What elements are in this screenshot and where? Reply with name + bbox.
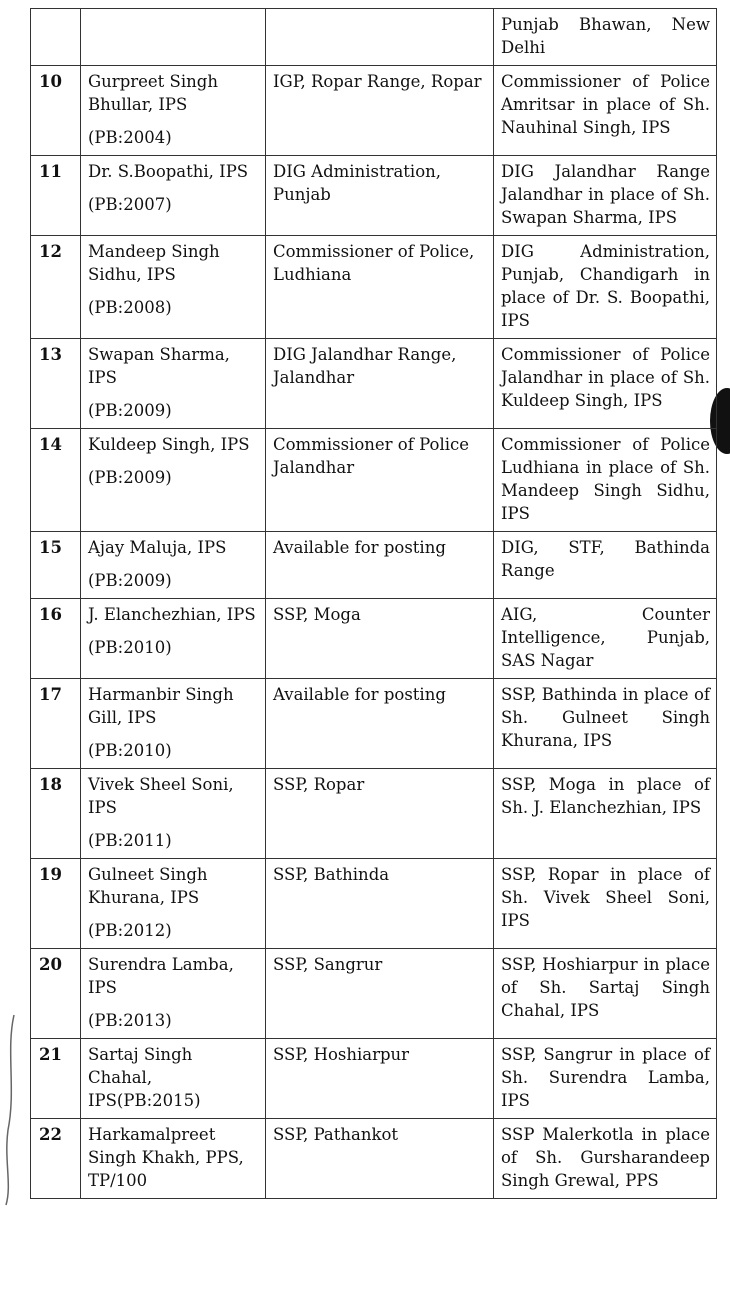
officer-name-cell bbox=[81, 66, 266, 156]
officer-batch: (PB:2009) bbox=[88, 468, 172, 487]
officer-batch: (PB:2009) bbox=[88, 401, 172, 420]
officer-name: Mandeep Singh Sidhu, IPS bbox=[88, 242, 220, 284]
current-posting: SSP, Ropar bbox=[266, 769, 494, 859]
current-posting: SSP, Moga bbox=[266, 599, 494, 679]
serial-number: 12 bbox=[31, 236, 81, 339]
serial-number bbox=[31, 9, 81, 66]
officer-name: Vivek Sheel Soni, IPS bbox=[88, 775, 234, 817]
current-posting: SSP, Hoshiarpur bbox=[266, 1039, 494, 1119]
officer-name: Sartaj Singh Chahal, IPS(PB:2015) bbox=[88, 1045, 201, 1110]
scan-edge-mark bbox=[0, 1010, 20, 1210]
officer-name-cell bbox=[81, 156, 266, 236]
officer-batch: (PB:2011) bbox=[88, 831, 172, 850]
serial-number: 14 bbox=[31, 429, 81, 532]
officer-batch: (PB:2010) bbox=[88, 741, 172, 760]
officer-name-cell bbox=[81, 339, 266, 429]
new-posting: SSP, Bathinda in place of Sh. Gulneet Singh Khurana, IPS bbox=[494, 679, 717, 769]
serial-number: 19 bbox=[31, 859, 81, 949]
table-row bbox=[31, 769, 717, 859]
table-row bbox=[31, 156, 717, 236]
serial-number: 21 bbox=[31, 1039, 81, 1119]
table-row bbox=[31, 859, 717, 949]
current-posting: SSP, Sangrur bbox=[266, 949, 494, 1039]
serial-number: 13 bbox=[31, 339, 81, 429]
officer-name: Gurpreet Singh Bhullar, IPS bbox=[88, 72, 218, 114]
current-posting: DIG Administration, Punjab bbox=[266, 156, 494, 236]
new-posting: Commissioner of Police Jalandhar in place of Sh. Kuldeep Singh, IPS bbox=[494, 339, 717, 429]
officer-name: Ajay Maluja, IPS bbox=[88, 538, 227, 557]
current-posting: Commissioner of Police Jalandhar bbox=[266, 429, 494, 532]
posting-table bbox=[30, 8, 717, 1199]
current-posting bbox=[266, 9, 494, 66]
current-posting: SSP, Pathankot bbox=[266, 1119, 494, 1199]
officer-name: Harkamalpreet Singh Khakh, PPS, TP/100 bbox=[88, 1125, 244, 1190]
serial-number: 20 bbox=[31, 949, 81, 1039]
officer-name-cell bbox=[81, 769, 266, 859]
new-posting: Commissioner of Police Ludhiana in place of Sh. Mandeep Singh Sidhu, IPS bbox=[494, 429, 717, 532]
officer-name: J. Elanchezhian, IPS bbox=[88, 605, 256, 624]
new-posting: DIG, STF, Bathinda Range bbox=[494, 532, 717, 599]
serial-number: 17 bbox=[31, 679, 81, 769]
table-row bbox=[31, 429, 717, 532]
officer-batch: (PB:2004) bbox=[88, 128, 172, 147]
table-row bbox=[31, 532, 717, 599]
new-posting: AIG, Counter Intelligence, Punjab, SAS Nagar bbox=[494, 599, 717, 679]
table-row bbox=[31, 949, 717, 1039]
officer-name-cell bbox=[81, 9, 266, 66]
officer-name: Surendra Lamba, IPS bbox=[88, 955, 234, 997]
new-posting: SSP, Ropar in place of Sh. Vivek Sheel Soni, IPS bbox=[494, 859, 717, 949]
table-row bbox=[31, 66, 717, 156]
new-posting: SSP, Sangrur in place of Sh. Surendra Lamba, IPS bbox=[494, 1039, 717, 1119]
officer-name-cell bbox=[81, 532, 266, 599]
current-posting: IGP, Ropar Range, Ropar bbox=[266, 66, 494, 156]
officer-batch: (PB:2010) bbox=[88, 638, 172, 657]
serial-number: 15 bbox=[31, 532, 81, 599]
officer-batch: (PB:2012) bbox=[88, 921, 172, 940]
new-posting: Commissioner of Police Amritsar in place of Sh. Nauhinal Singh, IPS bbox=[494, 66, 717, 156]
serial-number: 11 bbox=[31, 156, 81, 236]
current-posting: SSP, Bathinda bbox=[266, 859, 494, 949]
officer-name-cell bbox=[81, 679, 266, 769]
new-posting: DIG Jalandhar Range Jalandhar in place of Sh. Swapan Sharma, IPS bbox=[494, 156, 717, 236]
new-posting: Punjab Bhawan, New Delhi bbox=[494, 9, 717, 66]
new-posting: SSP, Moga in place of Sh. J. Elanchezhian, IPS bbox=[494, 769, 717, 859]
serial-number: 10 bbox=[31, 66, 81, 156]
officer-name: Harmanbir Singh Gill, IPS bbox=[88, 685, 234, 727]
officer-name: Kuldeep Singh, IPS bbox=[88, 435, 250, 454]
officer-batch: (PB:2009) bbox=[88, 571, 172, 590]
officer-name-cell bbox=[81, 236, 266, 339]
table-row bbox=[31, 236, 717, 339]
serial-number: 22 bbox=[31, 1119, 81, 1199]
new-posting: SSP, Hoshiarpur in place of Sh. Sartaj Singh Chahal, IPS bbox=[494, 949, 717, 1039]
officer-name-cell bbox=[81, 599, 266, 679]
table-row bbox=[31, 1039, 717, 1119]
table-row bbox=[31, 1119, 717, 1199]
table-row bbox=[31, 339, 717, 429]
officer-name-cell bbox=[81, 949, 266, 1039]
officer-name: Swapan Sharma, IPS bbox=[88, 345, 230, 387]
officer-name-cell bbox=[81, 1039, 266, 1119]
table-row bbox=[31, 679, 717, 769]
officer-batch: (PB:2013) bbox=[88, 1011, 172, 1030]
new-posting: DIG Administration, Punjab, Chandigarh in place of Dr. S. Boopathi, IPS bbox=[494, 236, 717, 339]
current-posting: Commissioner of Police, Ludhiana bbox=[266, 236, 494, 339]
officer-name-cell bbox=[81, 1119, 266, 1199]
table-row bbox=[31, 599, 717, 679]
serial-number: 16 bbox=[31, 599, 81, 679]
current-posting: Available for posting bbox=[266, 679, 494, 769]
officer-name: Dr. S.Boopathi, IPS bbox=[88, 162, 249, 181]
serial-number: 18 bbox=[31, 769, 81, 859]
current-posting: DIG Jalandhar Range, Jalandhar bbox=[266, 339, 494, 429]
officer-name-cell bbox=[81, 859, 266, 949]
officer-name-cell bbox=[81, 429, 266, 532]
table-row bbox=[31, 9, 717, 66]
officer-batch: (PB:2007) bbox=[88, 195, 172, 214]
current-posting: Available for posting bbox=[266, 532, 494, 599]
officer-name: Gulneet Singh Khurana, IPS bbox=[88, 865, 208, 907]
new-posting: SSP Malerkotla in place of Sh. Gursharandeep Singh Grewal, PPS bbox=[494, 1119, 717, 1199]
officer-batch: (PB:2008) bbox=[88, 298, 172, 317]
